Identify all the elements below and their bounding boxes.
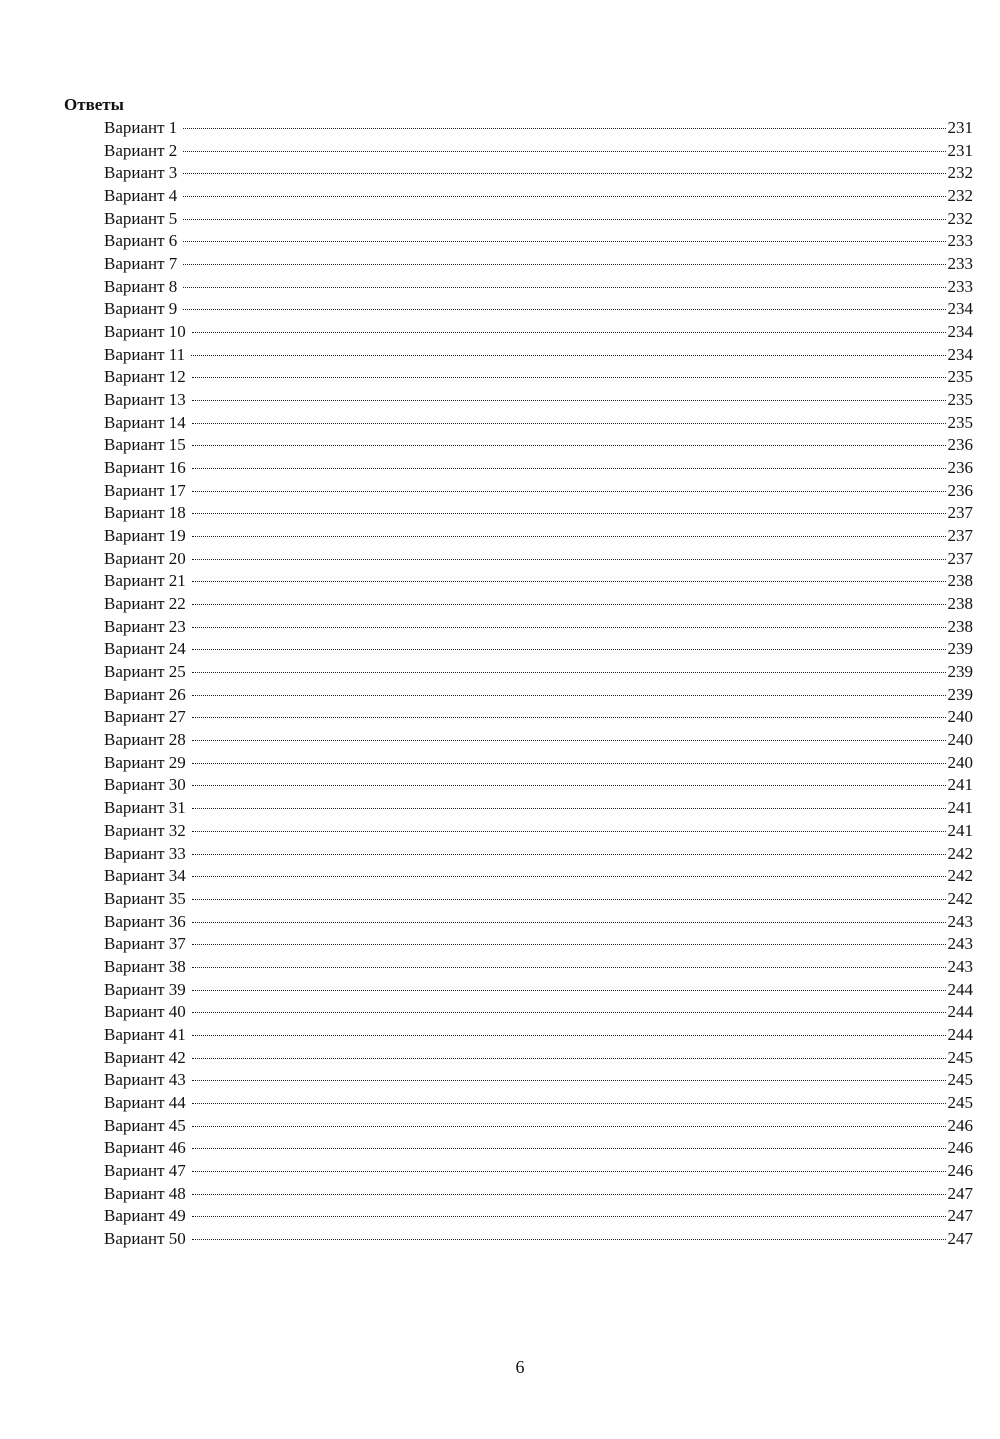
entry-page-number: 246 xyxy=(947,1115,973,1135)
toc-entry xyxy=(104,208,973,231)
dot-leader xyxy=(192,1239,946,1240)
entry-label: Вариант 44 xyxy=(104,1092,186,1112)
entry-page-number: 236 xyxy=(947,458,973,478)
dot-leader xyxy=(192,1171,946,1172)
dot-leader xyxy=(192,1103,946,1104)
entry-page-number: 238 xyxy=(947,571,973,591)
toc-entry xyxy=(104,1137,973,1160)
entry-label: Вариант 21 xyxy=(104,571,186,591)
toc-entry xyxy=(104,570,973,593)
entry-page-number: 237 xyxy=(947,548,973,568)
entry-page-number: 246 xyxy=(947,1138,973,1158)
entry-page-number: 235 xyxy=(947,390,973,410)
dot-leader xyxy=(183,151,945,152)
entry-page-number: 246 xyxy=(947,1160,973,1180)
dot-leader xyxy=(192,876,946,877)
entry-label: Вариант 45 xyxy=(104,1115,186,1135)
toc-entry xyxy=(104,117,973,140)
entry-label: Вариант 4 xyxy=(104,186,178,206)
entry-page-number: 231 xyxy=(947,140,973,160)
entry-label: Вариант 3 xyxy=(104,163,178,183)
dot-leader xyxy=(192,604,946,605)
entry-page-number: 232 xyxy=(947,208,973,228)
toc-entry xyxy=(104,1024,973,1047)
dot-leader xyxy=(183,241,945,242)
entry-page-number: 234 xyxy=(947,344,973,364)
entry-label: Вариант 2 xyxy=(104,140,178,160)
dot-leader xyxy=(192,423,946,424)
entry-label: Вариант 50 xyxy=(104,1228,186,1248)
entry-page-number: 244 xyxy=(947,1024,973,1044)
entry-page-number: 242 xyxy=(947,843,973,863)
dot-leader xyxy=(192,672,946,673)
toc-entry xyxy=(104,230,973,253)
entry-label: Вариант 6 xyxy=(104,231,178,251)
entry-page-number: 233 xyxy=(947,276,973,296)
toc-entry xyxy=(104,253,973,276)
entry-label: Вариант 13 xyxy=(104,390,186,410)
dot-leader xyxy=(192,854,946,855)
entry-page-number: 240 xyxy=(947,707,973,727)
dot-leader xyxy=(192,513,946,514)
dot-leader xyxy=(192,990,946,991)
toc-entry xyxy=(104,480,973,503)
toc-entry xyxy=(104,843,973,866)
entry-page-number: 245 xyxy=(947,1047,973,1067)
dot-leader xyxy=(192,967,946,968)
entry-page-number: 236 xyxy=(947,480,973,500)
toc-entry xyxy=(104,457,973,480)
entry-label: Вариант 30 xyxy=(104,775,186,795)
entry-label: Вариант 8 xyxy=(104,276,178,296)
toc-list xyxy=(104,117,973,1251)
dot-leader xyxy=(183,219,945,220)
dot-leader xyxy=(183,173,945,174)
dot-leader xyxy=(192,899,946,900)
entry-label: Вариант 27 xyxy=(104,707,186,727)
entry-label: Вариант 49 xyxy=(104,1206,186,1226)
entry-label: Вариант 22 xyxy=(104,594,186,614)
entry-page-number: 235 xyxy=(947,412,973,432)
dot-leader xyxy=(192,717,946,718)
toc-entry xyxy=(104,956,973,979)
toc-entry xyxy=(104,616,973,639)
entry-page-number: 238 xyxy=(947,616,973,636)
dot-leader xyxy=(192,695,946,696)
entry-label: Вариант 42 xyxy=(104,1047,186,1067)
entry-label: Вариант 12 xyxy=(104,367,186,387)
entry-page-number: 236 xyxy=(947,435,973,455)
entry-label: Вариант 1 xyxy=(104,118,178,137)
entry-label: Вариант 18 xyxy=(104,503,186,523)
entry-page-number: 239 xyxy=(947,684,973,704)
entry-label: Вариант 48 xyxy=(104,1183,186,1203)
entry-label: Вариант 39 xyxy=(104,979,186,999)
toc-entry xyxy=(104,1069,973,1092)
toc-entry xyxy=(104,706,973,729)
entry-label: Вариант 24 xyxy=(104,639,186,659)
toc-entry xyxy=(104,525,973,548)
entry-label: Вариант 25 xyxy=(104,662,186,682)
toc-entry xyxy=(104,774,973,797)
entry-label: Вариант 9 xyxy=(104,299,178,319)
dot-leader xyxy=(192,468,946,469)
dot-leader xyxy=(192,808,946,809)
entry-label: Вариант 7 xyxy=(104,254,178,274)
entry-page-number: 234 xyxy=(947,322,973,342)
dot-leader xyxy=(192,922,946,923)
toc-entry xyxy=(104,185,973,208)
entry-label: Вариант 14 xyxy=(104,412,186,432)
toc-entry xyxy=(104,1205,973,1228)
entry-label: Вариант 35 xyxy=(104,888,186,908)
entry-label: Вариант 15 xyxy=(104,435,186,455)
toc-entry xyxy=(104,434,973,457)
dot-leader xyxy=(183,264,945,265)
entry-label: Вариант 32 xyxy=(104,820,186,840)
entry-label: Вариант 31 xyxy=(104,798,186,818)
entry-label: Вариант 26 xyxy=(104,684,186,704)
entry-page-number: 241 xyxy=(947,820,973,840)
entry-label: Вариант 23 xyxy=(104,616,186,636)
toc-entry xyxy=(104,752,973,775)
dot-leader xyxy=(192,332,946,333)
entry-label: Вариант 43 xyxy=(104,1070,186,1090)
entry-page-number: 238 xyxy=(947,594,973,614)
dot-leader xyxy=(192,627,946,628)
entry-page-number: 233 xyxy=(947,254,973,274)
dot-leader xyxy=(192,1080,946,1081)
toc-entry xyxy=(104,911,973,934)
toc-entry xyxy=(104,1160,973,1183)
dot-leader xyxy=(183,196,945,197)
dot-leader xyxy=(192,1148,946,1149)
entry-page-number: 232 xyxy=(947,186,973,206)
dot-leader xyxy=(192,491,946,492)
dot-leader xyxy=(192,581,946,582)
dot-leader xyxy=(183,287,945,288)
toc-entry xyxy=(104,321,973,344)
toc-entry xyxy=(104,1047,973,1070)
entry-page-number: 233 xyxy=(947,231,973,251)
toc-entry xyxy=(104,1228,973,1251)
entry-page-number: 237 xyxy=(947,503,973,523)
entry-label: Вариант 40 xyxy=(104,1002,186,1022)
entry-page-number: 242 xyxy=(947,888,973,908)
entry-label: Вариант 46 xyxy=(104,1138,186,1158)
entry-label: Вариант 33 xyxy=(104,843,186,863)
toc-entry xyxy=(104,933,973,956)
entry-page-number: 244 xyxy=(947,979,973,999)
dot-leader xyxy=(183,128,945,129)
dot-leader xyxy=(192,1216,946,1217)
entry-label: Вариант 36 xyxy=(104,911,186,931)
entry-page-number: 237 xyxy=(947,526,973,546)
entry-label: Вариант 17 xyxy=(104,480,186,500)
toc-entry xyxy=(104,593,973,616)
entry-label: Вариант 34 xyxy=(104,866,186,886)
dot-leader xyxy=(192,1058,946,1059)
dot-leader xyxy=(192,445,946,446)
dot-leader xyxy=(192,740,946,741)
entry-label: Вариант 28 xyxy=(104,730,186,750)
toc-entry xyxy=(104,638,973,661)
dot-leader xyxy=(192,1035,946,1036)
dot-leader xyxy=(192,400,946,401)
toc-entry xyxy=(104,502,973,525)
entry-page-number: 247 xyxy=(947,1206,973,1226)
toc-entry xyxy=(104,820,973,843)
dot-leader xyxy=(192,831,946,832)
entry-page-number: 247 xyxy=(947,1228,973,1248)
toc-entry xyxy=(104,389,973,412)
toc-entry xyxy=(104,412,973,435)
entry-label: Вариант 47 xyxy=(104,1160,186,1180)
entry-page-number: 235 xyxy=(947,367,973,387)
dot-leader xyxy=(192,785,946,786)
entry-page-number: 245 xyxy=(947,1070,973,1090)
dot-leader xyxy=(192,763,946,764)
toc-entry xyxy=(104,366,973,389)
entry-page-number: 241 xyxy=(947,798,973,818)
toc-entry xyxy=(104,1183,973,1206)
entry-label: Вариант 16 xyxy=(104,458,186,478)
entry-page-number: 247 xyxy=(947,1183,973,1203)
entry-page-number: 234 xyxy=(947,299,973,319)
dot-leader xyxy=(192,1012,946,1013)
toc-entry xyxy=(104,888,973,911)
dot-leader xyxy=(192,536,946,537)
entry-page-number: 242 xyxy=(947,866,973,886)
toc-entry xyxy=(104,797,973,820)
toc-entry xyxy=(104,162,973,185)
entry-page-number: 232 xyxy=(947,163,973,183)
toc-entry xyxy=(104,276,973,299)
dot-leader xyxy=(192,1194,946,1195)
toc-entry xyxy=(104,298,973,321)
entry-page-number: 245 xyxy=(947,1092,973,1112)
toc-entry xyxy=(104,661,973,684)
dot-leader xyxy=(191,355,945,356)
entry-page-number: 244 xyxy=(947,1002,973,1022)
toc-entry xyxy=(104,865,973,888)
dot-leader xyxy=(192,1126,946,1127)
entry-label: Вариант 38 xyxy=(104,956,186,976)
entry-label: Вариант 5 xyxy=(104,208,178,228)
toc-entry xyxy=(104,140,973,163)
entry-page-number: 243 xyxy=(947,911,973,931)
dot-leader xyxy=(192,377,946,378)
entry-label: Вариант 37 xyxy=(104,934,186,954)
entry-page-number: 240 xyxy=(947,752,973,772)
toc-entry xyxy=(104,1115,973,1138)
entry-label: Вариант 11 xyxy=(104,344,186,364)
toc-entry xyxy=(104,684,973,707)
page-number: 6 xyxy=(515,1357,525,1377)
toc-entry xyxy=(104,1092,973,1115)
entry-label: Вариант 41 xyxy=(104,1024,186,1044)
toc-entry xyxy=(104,548,973,571)
dot-leader xyxy=(192,944,946,945)
entry-page-number: 243 xyxy=(947,934,973,954)
dot-leader xyxy=(192,649,946,650)
toc-entry xyxy=(104,344,973,367)
section-heading: Ответы xyxy=(64,95,124,114)
entry-page-number: 241 xyxy=(947,775,973,795)
entry-page-number: 231 xyxy=(947,118,973,137)
dot-leader xyxy=(192,559,946,560)
entry-label: Вариант 10 xyxy=(104,322,186,342)
dot-leader xyxy=(183,309,945,310)
entry-page-number: 243 xyxy=(947,956,973,976)
entry-page-number: 240 xyxy=(947,730,973,750)
entry-page-number: 239 xyxy=(947,639,973,659)
toc-entry xyxy=(104,729,973,752)
entry-page-number: 239 xyxy=(947,662,973,682)
toc-entry xyxy=(104,1001,973,1024)
entry-label: Вариант 19 xyxy=(104,526,186,546)
entry-label: Вариант 29 xyxy=(104,752,186,772)
entry-label: Вариант 20 xyxy=(104,548,186,568)
toc-entry xyxy=(104,979,973,1002)
